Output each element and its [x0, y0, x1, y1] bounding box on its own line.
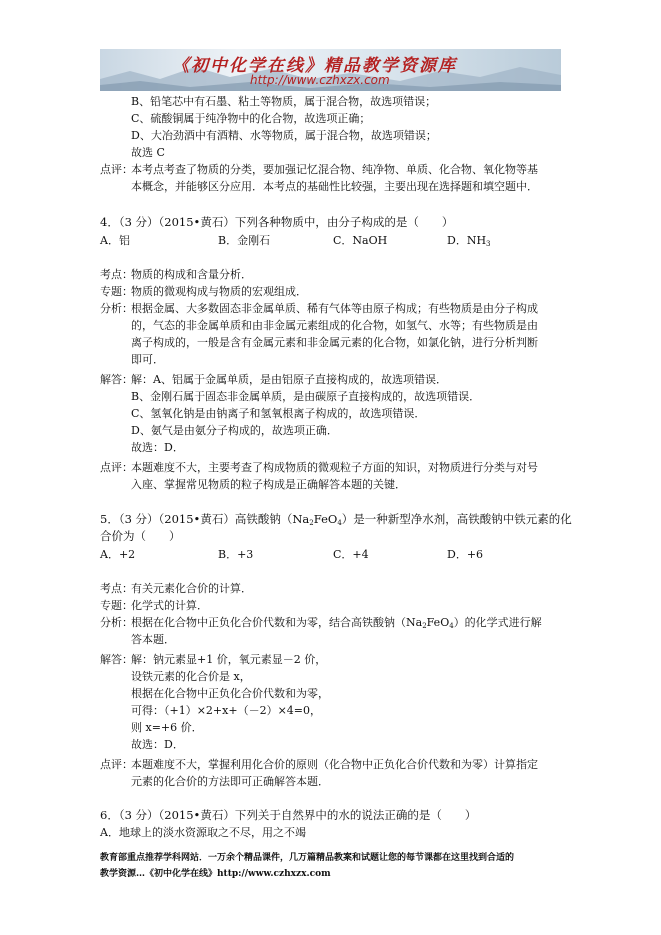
q5-option-b: B．+3: [218, 548, 254, 561]
q5-jieda-line-5: 则 x=+6 价．: [131, 721, 203, 734]
q5-option-c: C．+4: [333, 548, 369, 561]
q5-fenxi-line-2: 答本题．: [131, 633, 175, 646]
q4-zhuanti: 物质的微观构成与物质的宏观组成．: [131, 285, 307, 298]
q5-stem-sub-4: 4: [337, 519, 342, 527]
q5-kaodian-label: 考点：: [100, 582, 133, 595]
q5-stem-line-2: 合价为（ ）: [100, 529, 181, 543]
prev-answer: 故选 C: [131, 146, 165, 159]
q4-jieda-line-5: 故选：D．: [131, 441, 184, 454]
q5-stem-part-2: FeO: [313, 512, 338, 526]
q6-stem: 6．（3 分）（2015•黄石）下列关于自然界中的水的说法正确的是（ ）: [100, 808, 477, 822]
q5-fenxi-label: 分析：: [100, 616, 133, 629]
footer-line-2: 教学资源…《初中化学在线》http://www.czhxzx.com: [100, 869, 331, 879]
q4-fenxi-line-1: 根据金属、大多数固态非金属单质、稀有气体等由原子构成；有些物质是由分子构成: [131, 302, 538, 315]
q5-kaodian: 有关元素化合价的计算．: [131, 582, 252, 595]
q5-dianping-line-2: 元素的化合价的方法即可正确解答本题．: [131, 775, 329, 788]
q4-fenxi-line-4: 即可．: [131, 353, 164, 366]
q4-option-a: A．铝: [100, 234, 130, 247]
q4-stem: 4．（3 分）（2015•黄石）下列各种物质中，由分子构成的是（ ）: [100, 215, 454, 229]
header-banner: [100, 49, 561, 91]
q5-option-a: A．+2: [100, 548, 136, 561]
prev-option-c-analysis: C、硫酸铜属于纯净物中的化合物，故选项正确；: [131, 112, 371, 125]
q4-jieda-label: 解答：: [100, 373, 133, 386]
q5-jieda-label: 解答：: [100, 653, 133, 666]
q4-option-d-subscript: 3: [486, 240, 491, 248]
q5-zhuanti-label: 专题：: [100, 599, 133, 612]
q4-kaodian: 物质的构成和含量分析．: [131, 268, 252, 281]
banner-title: 《初中化学在线》精品教学资源库: [172, 56, 457, 76]
q5-jieda-line-6: 故选：D．: [131, 738, 184, 751]
q4-fenxi-label: 分析：: [100, 302, 133, 315]
q4-option-d: [447, 234, 491, 251]
q4-zhuanti-label: 专题：: [100, 285, 133, 298]
q5-stem-line-1: [100, 512, 572, 530]
prev-option-d-analysis: D、大冶劲酒中有酒精、水等物质，属于混合物，故选项错误；: [131, 129, 437, 142]
q5-fenxi-line-1: [131, 616, 542, 633]
q4-dianping-line-1: 本题难度不大，主要考查了构成物质的微观粒子方面的知识，对物质进行分类与对号: [131, 461, 538, 474]
q4-jieda-line-1: 解：A、铝属于金属单质，是由铝原子直接构成的，故选项错误．: [131, 373, 447, 386]
q4-fenxi-line-2: 的，气态的非金属单质和由非金属元素组成的化合物，如氢气、水等；有些物质是由: [131, 319, 538, 332]
banner-url: http://www.czhxzx.com: [250, 73, 390, 87]
q5-fenxi-sub-2: 2: [422, 622, 427, 630]
q5-stem-sub-2: 2: [309, 519, 314, 527]
q5-fenxi-part-1: 根据在化合物中正负化合价代数和为零，结合高铁酸钠（Na: [131, 616, 423, 629]
q4-option-d-text: D．NH: [447, 234, 487, 247]
q5-jieda-line-2: 设铁元素的化合价是 x，: [131, 670, 251, 683]
q5-stem-part-3: ）是一种新型净水剂，高铁酸钠中铁元素的化: [341, 512, 572, 526]
prev-comment-line-1: 本考点考查了物质的分类，要加强记忆混合物、纯净物、单质、化合物、氧化物等基: [131, 163, 538, 176]
q4-fenxi-line-3: 离子构成的，一般是含有金属元素和非金属元素的化合物，如氯化钠，进行分析判断: [131, 336, 538, 349]
prev-comment-label: 点评：: [100, 163, 133, 176]
q6-option-a: A．地球上的淡水资源取之不尽，用之不竭: [100, 826, 306, 839]
q4-dianping-line-2: 入座、掌握常见物质的粒子构成是正确解答本题的关键．: [131, 478, 406, 491]
q5-dianping-line-1: 本题难度不大，掌握利用化合价的原则（化合物中正负化合价代数和为零）计算指定: [131, 758, 538, 771]
prev-option-b-analysis: B、铅笔芯中有石墨、粘土等物质，属于混合物，故选项错误；: [131, 95, 437, 108]
q5-jieda-line-1: 解：钠元素显+1 价，氧元素显－2 价，: [131, 653, 327, 666]
q4-jieda-line-2: B、金刚石属于固态非金属单质，是由碳原子直接构成的，故选项错误．: [131, 390, 481, 403]
q5-stem-part-1: 5．（3 分）（2015•黄石）高铁酸钠（Na: [100, 512, 310, 526]
q4-kaodian-label: 考点：: [100, 268, 133, 281]
q5-fenxi-part-3: ）的化学式进行解: [453, 616, 542, 629]
q5-zhuanti: 化学式的计算．: [131, 599, 208, 612]
q5-fenxi-sub-4: 4: [449, 622, 454, 630]
q4-jieda-line-3: C、氢氧化钠是由钠离子和氢氧根离子构成的，故选项错误．: [131, 407, 426, 420]
q4-option-b: B．金刚石: [218, 234, 271, 247]
q5-jieda-line-3: 根据在化合物中正负化合价代数和为零，: [131, 687, 329, 700]
q5-jieda-line-4: 可得：（+1）×2+x+（－2）×4=0，: [131, 704, 321, 717]
footer-line-1: 教育部重点推荐学科网站．一万余个精品课件，几万篇精品教案和试题让您的每节课都在这里找到合适的: [100, 853, 515, 863]
q5-fenxi-part-2: FeO: [426, 616, 450, 629]
prev-comment-line-2: 本概念，并能够区分应用．本考点的基础性比较强，主要出现在选择题和填空题中．: [131, 180, 538, 193]
q5-dianping-label: 点评：: [100, 758, 133, 771]
q4-option-c: C．NaOH: [333, 234, 388, 247]
q4-dianping-label: 点评：: [100, 461, 133, 474]
q4-jieda-line-4: D、氨气是由氨分子构成的，故选项正确．: [131, 424, 338, 437]
q5-option-d: D．+6: [447, 548, 484, 561]
